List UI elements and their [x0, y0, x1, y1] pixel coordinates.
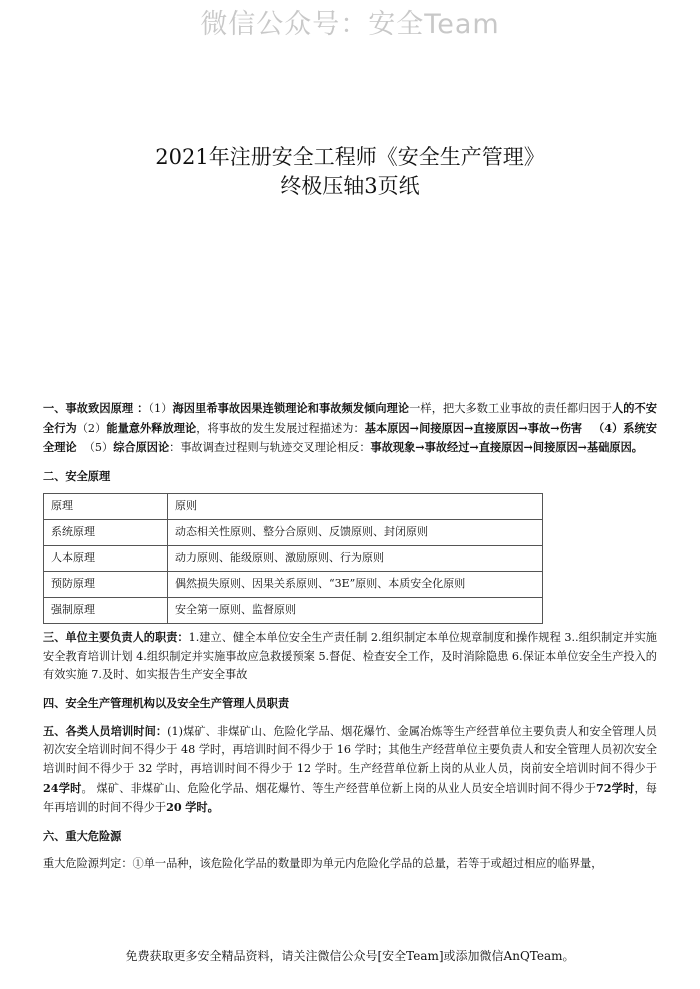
- section-accident-causation: [43, 399, 657, 458]
- table-cell-rule: 原则: [168, 493, 543, 519]
- table-cell-rule: 偶然损失原则、因果关系原则、“3E”原则、本质安全化原则: [168, 571, 543, 597]
- s5-bold-2: 72学时: [596, 780, 635, 795]
- footer-note: 免费获取更多安全精品资料，请关注微信公众号[安全Team]或添加微信AnQTeam。: [125, 949, 575, 963]
- section-4-heading: 四、安全生产管理机构以及安全生产管理人员职责: [43, 695, 290, 710]
- s1-text-2: 一样，把大多数工业事故的责任都归因于: [409, 402, 612, 415]
- section-principal-duties: [43, 628, 657, 685]
- s5-num-4: 12: [296, 762, 312, 776]
- table-cell-rule: 动力原则、能级原则、激励原则、行为原则: [168, 545, 543, 571]
- table-row: [44, 493, 543, 519]
- s5-text-5: 学时。生产经营单位新上岗的从业人员，岗前安全培训时间不得少于: [314, 762, 657, 776]
- section-5-heading: 五、各类人员培训时间：: [43, 723, 168, 738]
- section-3-heading: 三、单位主要负责人的职责：: [43, 629, 189, 644]
- table-cell-principle: 强制原理: [44, 597, 168, 623]
- s1-text-7: ：事故调查过程则与轨迹交叉理论相反：: [169, 441, 371, 455]
- s3-text: 1.建立、健全本单位安全生产责任制 2.组织制定本单位规章制度和操作规程 3..组织制定并实施安全教育培训计划 4.组织制定并实施事故应急救援预案 5.督促、检查安全工作，及时消除隐患 6.保证本单位安全生产投入的有效实施 7.及时、如实报告生产安全事故: [43, 630, 657, 682]
- s5-text-7: ，每年再培训的时间不得少于: [43, 781, 657, 815]
- s1-bold-7: 事故现象→事故经过→直接原因→间接原因→基础原因。: [370, 440, 643, 455]
- s1-text-4: ，将事故的发生发展过程描述为：: [196, 421, 365, 435]
- section-2-heading: 二、安全原理: [43, 469, 111, 484]
- s1-bold-4: 基本原因→间接原因→直接原因→事故→伤害: [364, 420, 583, 435]
- s5-text-4: 学时，再培训时间不得少于: [156, 762, 294, 776]
- s5-text-1: (1)煤矿、非煤矿山、危险化学品、烟花爆竹、金属冶炼等生产经营单位主要负责人和安全管理人员初次安全培训时间不得少于: [43, 724, 657, 757]
- s1-text-3: （2）: [76, 421, 107, 435]
- s1-bold-5: 系统安全理论: [43, 420, 657, 455]
- safety-principles-table: [43, 493, 543, 624]
- s5-bold-1: 24学时: [43, 780, 82, 795]
- table-cell-principle: 原理: [44, 493, 168, 519]
- table-cell-rule: 安全第一原则、监督原则: [168, 597, 543, 623]
- s5-text-8: 学时。: [185, 800, 219, 815]
- s5-num-2: 16: [336, 743, 352, 757]
- section-major-hazard-text: 重大危险源判定：①单一品种，该危险化学品的数量即为单元内危险化学品的总量，若等于或超过相应的临界量，: [43, 856, 603, 870]
- table-cell-principle: 预防原理: [44, 571, 168, 597]
- s1-bold-2: 人的不安全行为: [43, 401, 657, 435]
- s5-text-6: 。 煤矿、非煤矿山、危险化学品、烟花爆竹、等生产经营单位新上岗的从业人员安全培训时间不得少于: [81, 781, 596, 795]
- s1-bold-6: 综合原因论: [113, 440, 170, 455]
- s5-num-1: 48: [180, 743, 196, 757]
- s5-bold-3: 20: [166, 800, 182, 815]
- section-6-heading: 六、重大危险源: [43, 829, 122, 844]
- table-row: [44, 519, 543, 545]
- s5-text-2: 学时，再培训时间不得少于: [198, 743, 334, 757]
- table-row: [44, 597, 543, 623]
- table-row: [44, 571, 543, 597]
- title-line-2: 终极压轴3页纸: [280, 174, 420, 198]
- document-body: [43, 399, 657, 874]
- s1-text-1: （1）: [148, 402, 173, 415]
- table-cell-rule: 动态相关性原则、整分合原则、反馈原则、封闭原则: [168, 519, 543, 545]
- s1-bold-3: 能量意外释放理论: [106, 420, 197, 435]
- s5-num-3: 32: [138, 762, 153, 776]
- s5-text-3: 学时；其他生产经营单位主要负责人和安全管理人员初次安全培训时间不得少于: [43, 743, 657, 776]
- document-title: [0, 143, 700, 201]
- watermark: 微信公众号：安全Team: [200, 9, 500, 40]
- table-cell-principle: 人本原理: [44, 545, 168, 571]
- s1-text-5: （4）: [592, 420, 624, 435]
- table-cell-principle: 系统原理: [44, 519, 168, 545]
- table-row: [44, 545, 543, 571]
- section-1-heading: 一、事故致因原理 ：: [43, 401, 149, 415]
- section-training-hours: [43, 722, 657, 819]
- s1-text-6: （5）: [83, 441, 114, 455]
- s1-bold-1: 海因里希事故因果连锁理论和事故频发倾向理论: [172, 401, 410, 415]
- title-line-1: 2021年注册安全工程师《安全生产管理》: [155, 145, 545, 169]
